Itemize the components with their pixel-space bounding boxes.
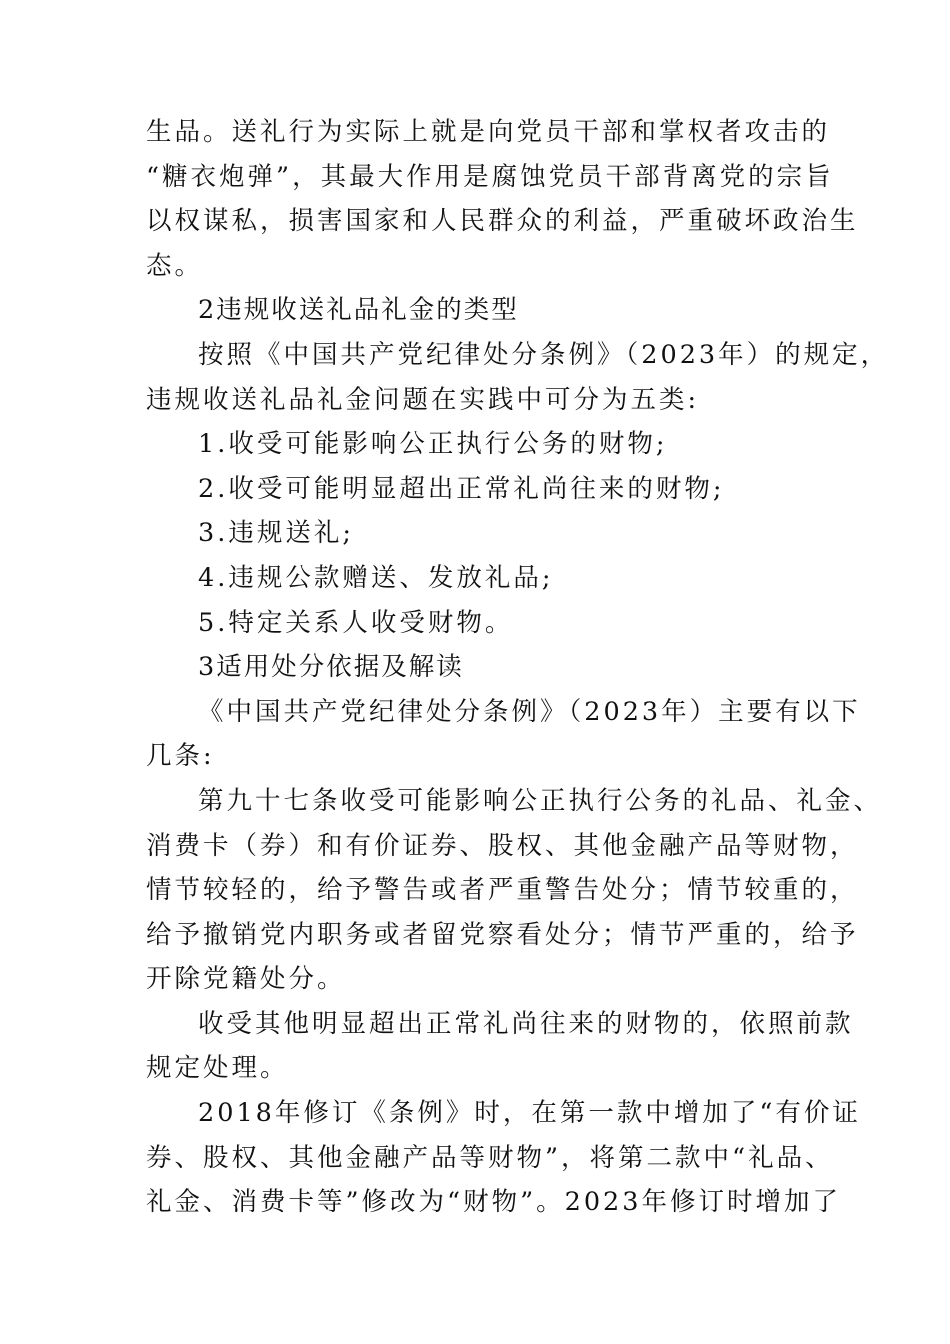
paragraph-line: 消费卡（券）和有价证券、股权、其他金融产品等财物， [146, 830, 859, 861]
section-heading: 2违规收送礼品礼金的类型 [198, 295, 519, 326]
paragraph-line: 按照《中国共产党纪律处分条例》（2023年）的规定， [198, 339, 890, 370]
section-heading: 3适用处分依据及解读 [198, 652, 464, 683]
paragraph-line: 情节较轻的，给予警告或者严重警告处分；情节较重的， [146, 875, 859, 906]
paragraph-line: 《中国共产党纪律处分条例》（2023年）主要有以下 [198, 696, 861, 727]
list-item: 3.违规送礼; [198, 518, 354, 549]
paragraph-line: 收受其他明显超出正常礼尚往来的财物的，依照前款 [198, 1008, 854, 1039]
paragraph-line: 态。 [146, 250, 204, 281]
list-item: 2.收受可能明显超出正常礼尚往来的财物; [198, 473, 725, 504]
paragraph-line: 给予撤销党内职务或者留党察看处分；情节严重的，给予 [146, 919, 859, 950]
paragraph-line: 以权谋私，损害国家和人民群众的利益，严重破坏政治生 [146, 206, 859, 237]
list-item: 5.特定关系人收受财物。 [198, 607, 514, 638]
paragraph-line: 第九十七条收受可能影响公正执行公务的礼品、礼金、 [198, 785, 883, 816]
document-body [146, 110, 890, 1225]
paragraph-line: 违规收送礼品礼金问题在实践中可分为五类: [146, 384, 700, 415]
paragraph-line: 开除党籍处分。 [146, 964, 346, 995]
paragraph-line: 规定处理。 [146, 1053, 289, 1084]
paragraph-line: 礼金、消费卡等”修改为“财物”。2023年修订时增加了 [146, 1187, 842, 1218]
list-item: 4.违规公款赠送、发放礼品; [198, 562, 554, 593]
list-item: 1.收受可能影响公正执行公务的财物; [198, 429, 668, 460]
paragraph-line: “糖衣炮弹”，其最大作用是腐蚀党员干部背离党的宗旨 [146, 161, 834, 192]
paragraph-line: 几条: [146, 741, 215, 772]
paragraph-line: 生品。送礼行为实际上就是向党员干部和掌权者攻击的 [146, 117, 831, 147]
paragraph-line: 2018年修订《条例》时，在第一款中增加了“有价证 [198, 1098, 861, 1129]
paragraph-line: 券、股权、其他金融产品等财物”，将第二款中“礼品、 [146, 1142, 834, 1173]
